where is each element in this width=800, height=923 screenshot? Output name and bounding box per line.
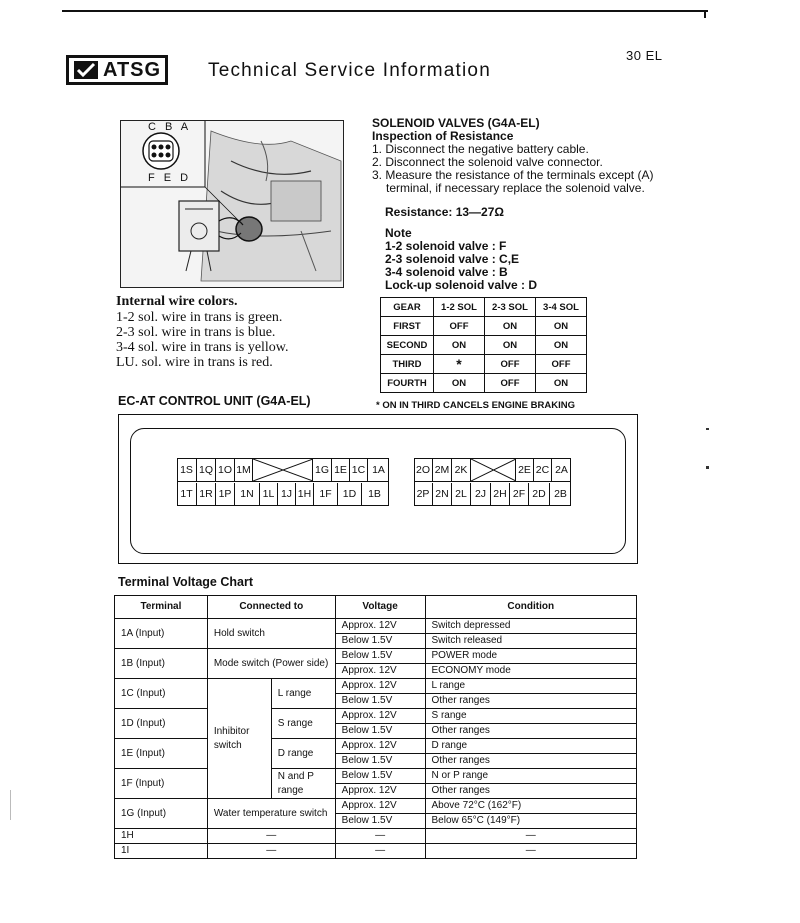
gear-cell: THIRD xyxy=(381,355,434,374)
connected-cell: — xyxy=(207,829,335,844)
table-row xyxy=(381,374,587,393)
note-1: 1-2 solenoid valve : F xyxy=(385,239,507,253)
state-cell: OFF xyxy=(485,355,536,374)
condition-cell: Other ranges xyxy=(425,754,636,769)
atsg-logo xyxy=(66,55,168,85)
logo-text: ATSG xyxy=(103,58,162,81)
connector-pin: 2J xyxy=(471,483,491,505)
connector-pin: 2F xyxy=(510,483,529,505)
gear-cell: FOURTH xyxy=(381,374,434,393)
terminal-voltage-table xyxy=(114,595,637,859)
table-row xyxy=(115,709,637,724)
table-row xyxy=(115,844,637,859)
terminal-cell: 1A (Input) xyxy=(115,619,208,649)
top-rule xyxy=(62,10,708,12)
terminal-cell: 1G (Input) xyxy=(115,799,208,829)
document-title: Technical Service Information xyxy=(208,60,491,81)
checkmark-icon xyxy=(74,61,98,79)
connector-pin: 1R xyxy=(197,483,216,505)
voltage-cell: Below 1.5V xyxy=(335,649,425,664)
connected-cell: Water temperature switch xyxy=(207,799,335,829)
state-cell: OFF xyxy=(536,355,587,374)
step-3-cont: terminal, if necessary replace the solenoid valve. xyxy=(386,181,645,195)
header-cell: Connected to xyxy=(207,596,335,619)
condition-cell: D range xyxy=(425,739,636,754)
step-2: 2. Disconnect the solenoid valve connector. xyxy=(372,155,603,169)
header-cell: Terminal xyxy=(115,596,208,619)
state-cell: ON xyxy=(434,374,485,393)
condition-cell: POWER mode xyxy=(425,649,636,664)
condition-cell: Other ranges xyxy=(425,694,636,709)
condition-cell: Below 65°C (149°F) xyxy=(425,814,636,829)
condition-cell: L range xyxy=(425,679,636,694)
ecu-title: EC-AT CONTROL UNIT (G4A-EL) xyxy=(118,394,311,408)
wire-color-line: LU. sol. wire in trans is red. xyxy=(116,355,273,370)
voltage-chart-title: Terminal Voltage Chart xyxy=(118,575,253,589)
condition-cell: Other ranges xyxy=(425,784,636,799)
solenoid-subtitle: Inspection of Resistance xyxy=(372,129,514,143)
connected-cell: — xyxy=(207,844,335,859)
voltage-cell: Below 1.5V xyxy=(335,769,425,784)
connector-pin: 2M xyxy=(433,459,452,481)
table-row xyxy=(381,317,587,336)
condition-cell: N or P range xyxy=(425,769,636,784)
state-cell: ON xyxy=(536,374,587,393)
voltage-cell: Below 1.5V xyxy=(335,814,425,829)
table-row xyxy=(115,679,637,694)
connected-cell: Hold switch xyxy=(207,619,335,649)
voltage-cell: Approx. 12V xyxy=(335,739,425,754)
table-row xyxy=(381,336,587,355)
voltage-cell: Approx. 12V xyxy=(335,619,425,634)
engine-illustration xyxy=(121,121,344,288)
connector-pin: 2K xyxy=(452,459,471,481)
note-3: 3-4 solenoid valve : B xyxy=(385,265,508,279)
voltage-cell: Below 1.5V xyxy=(335,754,425,769)
condition-cell: S range xyxy=(425,709,636,724)
connector-pin: 1E xyxy=(332,459,350,481)
condition-cell: Above 72°C (162°F) xyxy=(425,799,636,814)
margin-mark xyxy=(10,790,11,820)
wire-color-line: 1-2 sol. wire in trans is green. xyxy=(116,310,283,325)
range-cell: N and P range xyxy=(271,769,335,799)
connector-bottom-labels: F E D xyxy=(148,172,192,184)
range-cell: D range xyxy=(271,739,335,769)
condition-cell: — xyxy=(425,844,636,859)
connector-pin: 2H xyxy=(491,483,510,505)
third-gear-footnote: * ON IN THIRD CANCELS ENGINE BRAKING xyxy=(376,400,575,411)
header-cell: 1-2 SOL xyxy=(434,298,485,317)
wire-color-line: 2-3 sol. wire in trans is blue. xyxy=(116,325,276,340)
condition-cell: — xyxy=(425,829,636,844)
connector-pin: 2N xyxy=(433,483,452,505)
condition-cell: ECONOMY mode xyxy=(425,664,636,679)
step-3: 3. Measure the resistance of the terminals except (A) xyxy=(372,168,654,182)
state-cell: ON xyxy=(485,317,536,336)
connector-pin: 2A xyxy=(555,464,568,476)
state-cell: OFF xyxy=(485,374,536,393)
connector-pin: 1S xyxy=(177,459,197,481)
connector-pin: 1M xyxy=(235,459,253,481)
table-header-row xyxy=(115,596,637,619)
gear-cell: FIRST xyxy=(381,317,434,336)
voltage-cell: Below 1.5V xyxy=(335,724,425,739)
connector-divider xyxy=(414,481,571,482)
connector-pin: 1L xyxy=(260,483,278,505)
solenoid-application-table xyxy=(380,297,587,393)
voltage-cell: Below 1.5V xyxy=(335,634,425,649)
range-cell: S range xyxy=(271,709,335,739)
connector-pin: 2C xyxy=(534,459,552,481)
voltage-cell: Approx. 12V xyxy=(335,709,425,724)
state-cell: ON xyxy=(536,317,587,336)
corner-tick xyxy=(704,10,706,18)
voltage-cell: — xyxy=(335,829,425,844)
solenoid-title: SOLENOID VALVES (G4A-EL) xyxy=(372,116,540,130)
table-row xyxy=(115,739,637,754)
connector-pin: 1N xyxy=(235,483,260,505)
header-cell: GEAR xyxy=(381,298,434,317)
condition-cell: Switch depressed xyxy=(425,619,636,634)
table-row xyxy=(115,619,637,634)
voltage-cell: — xyxy=(335,844,425,859)
table-row xyxy=(115,649,637,664)
note-4: Lock-up solenoid valve : D xyxy=(385,278,538,292)
voltage-cell: Below 1.5V xyxy=(335,694,425,709)
margin-mark xyxy=(706,428,709,430)
state-cell: * xyxy=(434,355,485,374)
table-row xyxy=(115,769,637,784)
inhibitor-cell: Inhibitor switch xyxy=(207,679,271,799)
connector-divider xyxy=(177,481,389,482)
header-cell: 2-3 SOL xyxy=(485,298,536,317)
connector-pin: 1G xyxy=(313,459,332,481)
connector-pin: 1F xyxy=(314,483,338,505)
state-cell: ON xyxy=(536,336,587,355)
voltage-cell: Approx. 12V xyxy=(335,679,425,694)
connector-pin: 2O xyxy=(414,459,433,481)
condition-cell: Switch released xyxy=(425,634,636,649)
connector-pin: 2P xyxy=(414,483,433,505)
connector-pin: 2L xyxy=(452,483,471,505)
voltage-cell: Approx. 12V xyxy=(335,799,425,814)
state-cell: ON xyxy=(485,336,536,355)
connector-pin: 1O xyxy=(216,459,235,481)
margin-mark xyxy=(706,466,709,469)
wire-colors-title: Internal wire colors. xyxy=(116,294,238,309)
connected-cell: Mode switch (Power side) xyxy=(207,649,335,679)
state-cell: ON xyxy=(434,336,485,355)
state-cell: OFF xyxy=(434,317,485,336)
note-2: 2-3 solenoid valve : C,E xyxy=(385,252,520,266)
gear-cell: SECOND xyxy=(381,336,434,355)
table-header-row xyxy=(381,298,587,317)
unused-pin-block xyxy=(471,459,516,481)
table-row xyxy=(115,799,637,814)
connector-pin: 1J xyxy=(278,483,296,505)
terminal-cell: 1B (Input) xyxy=(115,649,208,679)
header-cell: 3-4 SOL xyxy=(536,298,587,317)
step-1: 1. Disconnect the negative battery cable. xyxy=(372,142,589,156)
condition-cell: Other ranges xyxy=(425,724,636,739)
note-title: Note xyxy=(385,226,412,240)
solenoid-connector-photo xyxy=(120,120,344,288)
connector-pin: 1A xyxy=(372,464,385,476)
connector-top-labels: C B A xyxy=(148,121,192,133)
terminal-cell: 1H xyxy=(115,829,208,844)
connector-pin: 2B xyxy=(554,488,567,500)
unused-pin-block xyxy=(253,459,313,481)
range-cell: L range xyxy=(271,679,335,709)
terminal-cell: 1I xyxy=(115,844,208,859)
connector-pin: 1D xyxy=(338,483,362,505)
connector-pin: 1P xyxy=(216,483,235,505)
header-cell: Condition xyxy=(425,596,636,619)
resistance-value: Resistance: 13—27Ω xyxy=(385,205,505,219)
connector-pin: 2E xyxy=(516,459,534,481)
terminal-cell: 1E (Input) xyxy=(115,739,208,769)
connector-pin: 1B xyxy=(368,488,381,500)
terminal-cell: 1C (Input) xyxy=(115,679,208,709)
table-row xyxy=(381,355,587,374)
table-row xyxy=(115,829,637,844)
terminal-cell: 1F (Input) xyxy=(115,769,208,799)
connector-pin: 1T xyxy=(177,483,197,505)
connector-pin: 1C xyxy=(350,459,368,481)
connector-pin: 1H xyxy=(296,483,314,505)
page-number: 30 EL xyxy=(626,48,663,63)
connector-pin: 2D xyxy=(529,483,550,505)
connector-pin: 1Q xyxy=(197,459,216,481)
terminal-cell: 1D (Input) xyxy=(115,709,208,739)
voltage-cell: Approx. 12V xyxy=(335,664,425,679)
header-cell: Voltage xyxy=(335,596,425,619)
wire-color-line: 3-4 sol. wire in trans is yellow. xyxy=(116,340,289,355)
voltage-cell: Approx. 12V xyxy=(335,784,425,799)
